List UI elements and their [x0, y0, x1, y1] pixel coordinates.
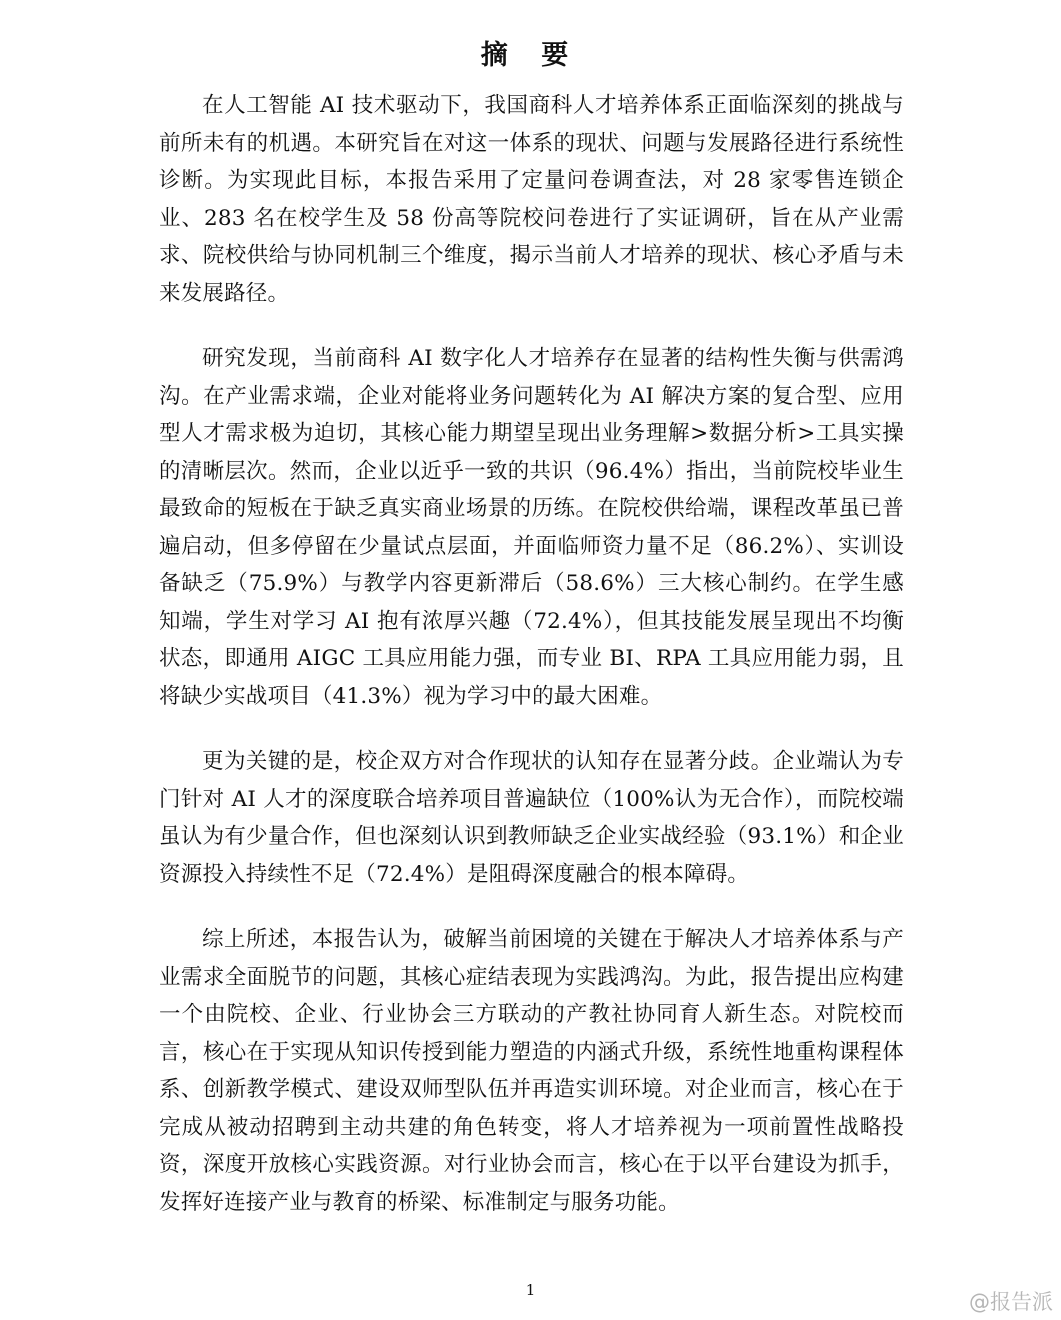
page-number: 1 [525, 1281, 536, 1299]
abstract-body [159, 87, 904, 1249]
paragraph-4: 综上所述，本报告认为，破解当前困境的关键在于解决人才培养体系与产业需求全面脱节的问题，其核心症结表现为实践鸿沟。为此，报告提出应构建一个由院校、企业、行业协会三方联动的产教社协同育人新生态。对院校而言，核心在于实现从知识传授到能力塑造的内涵式升级，系统性地重构课程体系、创新教学模式、建设双师型队伍并再造实训环境。对企业而言，核心在于完成从被动招聘到主动共建的角色转变，将人才培养视为一项前置性战略投资，深度开放核心实践资源。对行业协会而言，核心在于以平台建设为抓手，发挥好连接产业与教育的桥梁、标准制定与服务功能。 [159, 927, 904, 1215]
paragraph-1: 在人工智能 AI 技术驱动下，我国商科人才培养体系正面临深刻的挑战与前所未有的机遇。本研究旨在对这一体系的现状、问题与发展路径进行系统性诊断。为实现此目标，本报告采用了定量问卷调查法，对 28 家零售连锁企业、283 名在校学生及 58 份高等院校问卷进行了实证调研，旨在从产业需求、院校供给与协同机制三个维度，揭示当前人才培养的现状、核心矛盾与未来发展路径。 [159, 93, 904, 306]
watermark: @报告派 [969, 1290, 1053, 1314]
page-title: 摘 要 [480, 40, 581, 71]
paragraph-2: 研究发现，当前商科 AI 数字化人才培养存在显著的结构性失衡与供需鸿沟。在产业需求端，企业对能将业务问题转化为 AI 解决方案的复合型、应用型人才需求极为迫切，其核心能力期望呈现出业务理解>数据分析>工具实操的清晰层次。然而，企业以近乎一致的共识（96.4%）指出，当前院校毕业生最致命的短板在于缺乏真实商业场景的历练。在院校供给端，课程改革虽已普遍启动，但多停留在少量试点层面，并面临师资力量不足（86.2%）、实训设备缺乏（75.9%）与教学内容更新滞后（58.6%）三大核心制约。在学生感知端，学生对学习 AI 抱有浓厚兴趣（72.4%），但其技能发展呈现出不均衡状态，即通用 AIGC 工具应用能力强，而专业 BI、RPA 工具应用能力弱，且将缺少实战项目（41.3%）视为学习中的最大困难。 [159, 346, 904, 709]
paragraph-3: 更为关键的是，校企双方对合作现状的认知存在显著分歧。企业端认为专门针对 AI 人才的深度联合培养项目普遍缺位（100%认为无合作），而院校端虽认为有少量合作，但也深刻认识到教师缺乏企业实战经验（93.1%）和企业资源投入持续性不足（72.4%）是阻碍深度融合的根本障碍。 [159, 749, 904, 887]
